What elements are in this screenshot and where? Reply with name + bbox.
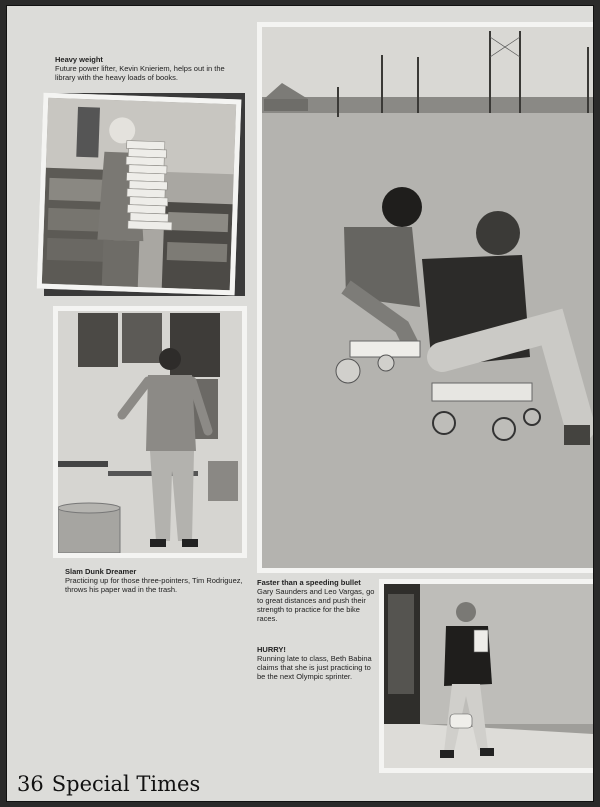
caption-title: Slam Dunk Dreamer [65,567,137,576]
photo-slam-dunk [53,306,247,558]
yearbook-page [6,5,594,802]
caption-title: HURRY! [257,645,286,654]
photo-bike-race-image [262,27,594,568]
photo-slam-dunk-image [58,311,242,553]
photo-bike-race [257,22,594,573]
photo-library-books-image [42,98,236,290]
caption-heavy-weight [55,55,245,82]
caption-hurry [257,645,375,681]
caption-speeding-bullet [257,578,375,623]
section-title: Special Times [51,772,201,796]
photo-hallway-runner [379,579,594,773]
caption-title: Faster than a speeding bullet [257,578,361,587]
caption-text: Gary Saunders and Leo Vargas, go to great distances and push their strength to practice for the bike races. [257,587,375,623]
caption-slam-dunk [65,567,245,594]
caption-text: Practicing up for those three-pointers, Tim Rodriguez, throws his paper wad in the trash. [65,576,243,594]
photo-hallway-runner-image [384,584,594,768]
caption-text: Running late to class, Beth Babina claims that she is just practicing to be the next Olympic sprinter. [257,654,372,681]
caption-text: Future power lifter, Kevin Knieriem, helps out in the library with the heavy loads of books. [55,64,225,82]
photo-library-books [37,93,242,296]
page-number: 36 [17,772,44,796]
page-folio [17,772,200,796]
caption-title: Heavy weight [55,55,103,64]
